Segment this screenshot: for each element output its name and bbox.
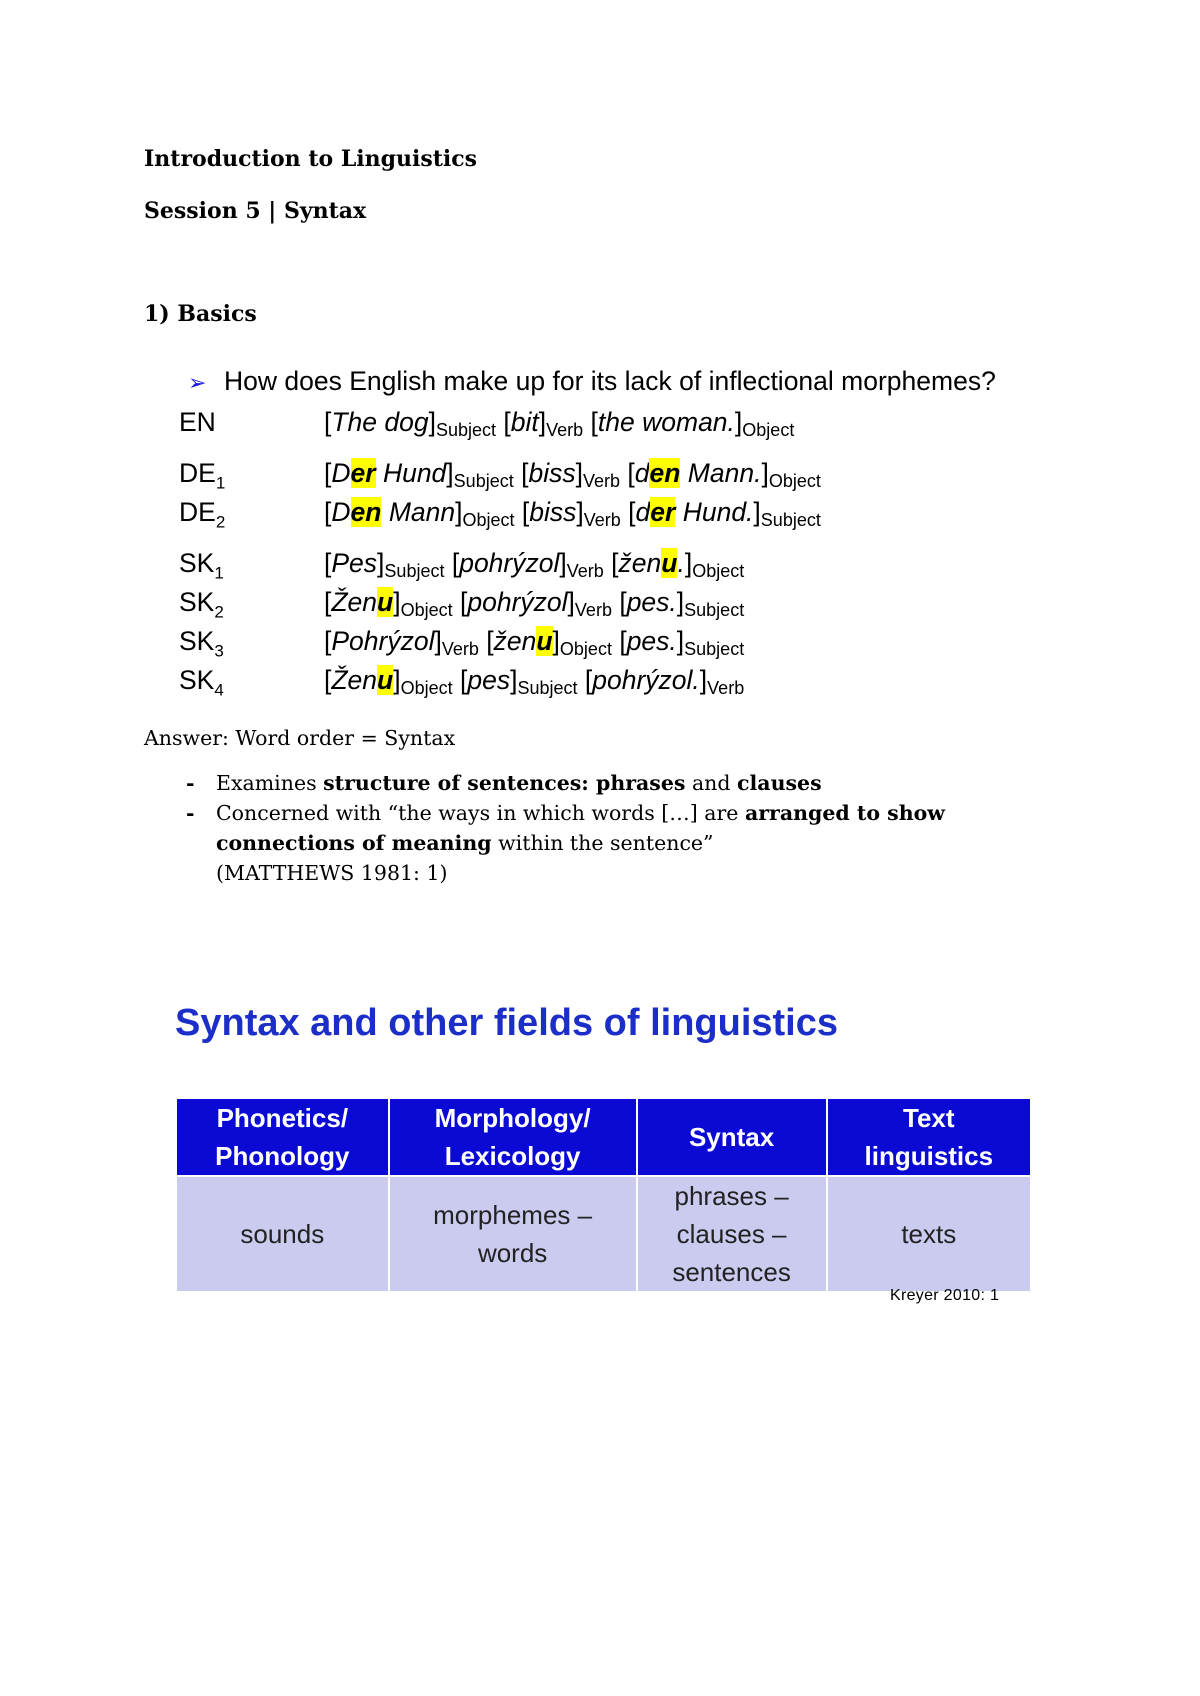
table-cell: phrases – clauses – sentences (637, 1176, 827, 1292)
table-cell: texts (827, 1176, 1031, 1292)
case-marker-highlight: en (649, 458, 681, 488)
column-header: Phonetics/ Phonology (176, 1098, 389, 1176)
example-label-de2: $DE_2$ (179, 497, 226, 532)
arrow-bullet-icon: ➢ (188, 370, 207, 395)
case-marker-highlight: u (377, 587, 394, 617)
example-sentence-sk4: $[Ženu]_{Object}$ $[pes]_{Subject}$ $[pohrýzol.]_{Verb}$ (324, 665, 745, 698)
case-marker-highlight: u (536, 626, 553, 656)
kreyer-citation: Kreyer 2010: 1 (890, 1287, 1000, 1304)
case-marker-highlight: er (350, 458, 376, 488)
example-sentence-sk2: $[Ženu]_{Object}$ $[pohrýzol]_{Verb}$ $[pes.]_{Subject}$ (324, 587, 745, 620)
column-header: Morphology/ Lexicology (389, 1098, 637, 1176)
case-marker-highlight: er (650, 497, 676, 527)
example-sentence-de2: [Den $Mann]_{Object}$ $[biss]_{Verb}$ [der $Hund.]_{Subject}$ (324, 497, 821, 530)
example-sentence-de1: [Der $Hund]_{Subject}$ $[biss]_{Verb}$ [den $Mann.]_{Object}$ (324, 458, 821, 491)
case-marker-highlight: en (350, 497, 382, 527)
matthews-citation: (MATTHEWS 1981: 1) (216, 861, 448, 885)
answer-line: Answer: Word order = Syntax (144, 726, 456, 750)
example-label-sk1: $SK_1$ (179, 548, 224, 583)
table-header-row (176, 1098, 1031, 1176)
table-cell: morphemes – words (389, 1176, 637, 1292)
example-label-sk3: $SK_3$ (179, 626, 224, 661)
example-sentence-en: [The $dog]_{Subject}$ $[bit]_{Verb}$ [the $woman.]_{Object}$ (324, 407, 795, 440)
example-label-en: EN (179, 407, 216, 437)
example-label-sk4: $SK_4$ (179, 665, 224, 700)
example-label-sk2: $SK_2$ (179, 587, 224, 622)
session-title: Session 5 | Syntax (144, 198, 367, 224)
column-header: Text linguistics (827, 1098, 1031, 1176)
question-line (188, 366, 996, 397)
example-label-de1: $DE_1$ (179, 458, 226, 493)
table-cell: sounds (176, 1176, 389, 1292)
question-text: How does English make up for its lack of inflectional morphemes? (224, 366, 996, 396)
document-title: Introduction to Linguistics (144, 146, 478, 172)
fields-table (175, 1097, 1032, 1293)
case-marker-highlight: u (377, 665, 394, 695)
list-item: - Concerned with “the ways in which words […] are arranged to show connections of meaning within the sentence” (MATTHEWS 1981: 1) (186, 798, 1066, 888)
example-sentence-sk3: $[Pohrýzol]_{Verb}$ $[ženu]_{Object}$ $[pes.]_{Subject}$ (324, 626, 745, 659)
case-marker-highlight: u (661, 548, 678, 578)
table-row (176, 1176, 1031, 1292)
column-header: Syntax (637, 1098, 827, 1176)
bullet-list (186, 768, 1066, 888)
fields-heading: Syntax and other fields of linguistics (175, 1002, 838, 1044)
example-sentence-sk1: $[Pes]_{Subject}$ $[pohrýzol]_{Verb}$ $[ženu.]_{Object}$ (324, 548, 745, 581)
list-item: - Examines structure of sentences: phrases and clauses (186, 768, 1066, 798)
section-heading: 1) Basics (144, 301, 257, 327)
